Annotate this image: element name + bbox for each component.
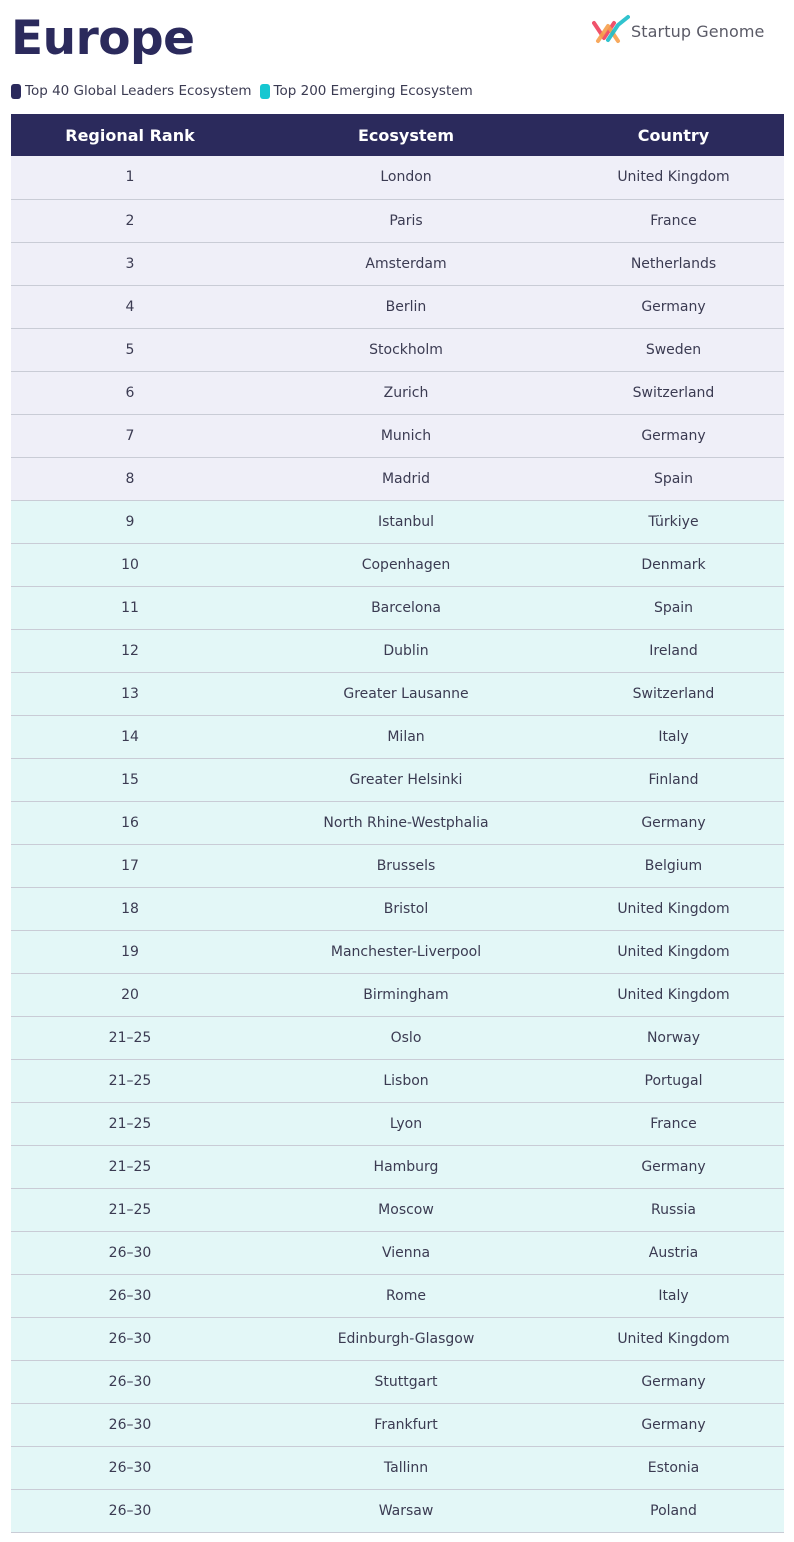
column-header-regional-rank: Regional Rank (65, 125, 195, 145)
ecosystem-cell: Bristol (249, 887, 563, 930)
table-row (11, 1145, 784, 1188)
rank-cell: 26–30 (11, 1274, 249, 1317)
ecosystem-cell: Vienna (249, 1231, 563, 1274)
rank-cell: 26–30 (11, 1317, 249, 1360)
rank-cell: 21–25 (11, 1188, 249, 1231)
rank-cell: 7 (11, 414, 249, 457)
ranking-table (11, 114, 784, 1533)
country-cell: Norway (563, 1016, 784, 1059)
startup-genome-logo (592, 14, 764, 48)
legend-label: Top 40 Global Leaders Ecosystem (25, 83, 252, 99)
ecosystem-cell: North Rhine-Westphalia (249, 801, 563, 844)
table-row (11, 457, 784, 500)
ecosystem-cell: Amsterdam (249, 242, 563, 285)
rank-cell: 18 (11, 887, 249, 930)
table-row (11, 715, 784, 758)
rank-cell: 26–30 (11, 1360, 249, 1403)
legend-label: Top 200 Emerging Ecosystem (273, 83, 473, 99)
ecosystem-cell: Moscow (249, 1188, 563, 1231)
country-cell: Italy (563, 715, 784, 758)
table-row (11, 156, 784, 199)
table-row (11, 242, 784, 285)
table-row (11, 672, 784, 715)
table-row (11, 1489, 784, 1532)
rank-cell: 11 (11, 586, 249, 629)
ecosystem-cell: Hamburg (249, 1145, 563, 1188)
country-cell: Austria (563, 1231, 784, 1274)
rank-cell: 16 (11, 801, 249, 844)
country-cell: Germany (563, 801, 784, 844)
rank-cell: 6 (11, 371, 249, 414)
table-row (11, 543, 784, 586)
rank-cell: 12 (11, 629, 249, 672)
rank-cell: 2 (11, 199, 249, 242)
ecosystem-cell: Zurich (249, 371, 563, 414)
rank-cell: 14 (11, 715, 249, 758)
ecosystem-cell: Oslo (249, 1016, 563, 1059)
country-cell: Ireland (563, 629, 784, 672)
ecosystem-cell: Warsaw (249, 1489, 563, 1532)
rank-cell: 19 (11, 930, 249, 973)
rank-cell: 3 (11, 242, 249, 285)
country-cell: Germany (563, 1360, 784, 1403)
country-cell: Netherlands (563, 242, 784, 285)
country-cell: Denmark (563, 543, 784, 586)
table-body (11, 156, 784, 1532)
rank-cell: 4 (11, 285, 249, 328)
country-cell: Germany (563, 285, 784, 328)
rank-cell: 15 (11, 758, 249, 801)
rank-cell: 26–30 (11, 1489, 249, 1532)
table-row (11, 973, 784, 1016)
country-cell: Finland (563, 758, 784, 801)
country-cell: United Kingdom (563, 1317, 784, 1360)
country-cell: Belgium (563, 844, 784, 887)
rank-cell: 21–25 (11, 1059, 249, 1102)
ecosystem-cell: Rome (249, 1274, 563, 1317)
country-cell: Switzerland (563, 371, 784, 414)
table-row (11, 930, 784, 973)
table-row (11, 844, 784, 887)
country-cell: Portugal (563, 1059, 784, 1102)
table-row (11, 1360, 784, 1403)
table-row (11, 586, 784, 629)
ecosystem-cell: Madrid (249, 457, 563, 500)
table-row (11, 414, 784, 457)
ecosystem-cell: Paris (249, 199, 563, 242)
country-cell: United Kingdom (563, 930, 784, 973)
ecosystem-cell: Stuttgart (249, 1360, 563, 1403)
page-title: Europe (11, 11, 195, 66)
ecosystem-cell: Barcelona (249, 586, 563, 629)
ecosystem-cell: Birmingham (249, 973, 563, 1016)
table-row (11, 1403, 784, 1446)
ecosystem-cell: Milan (249, 715, 563, 758)
country-cell: France (563, 1102, 784, 1145)
logo-text: Startup Genome (631, 21, 765, 41)
country-cell: Germany (563, 1403, 784, 1446)
rank-cell: 17 (11, 844, 249, 887)
country-cell: Switzerland (563, 672, 784, 715)
table-row (11, 1446, 784, 1489)
rank-cell: 10 (11, 543, 249, 586)
ecosystem-cell: Stockholm (249, 328, 563, 371)
rank-cell: 5 (11, 328, 249, 371)
rank-cell: 26–30 (11, 1403, 249, 1446)
table-row (11, 199, 784, 242)
table-row (11, 1317, 784, 1360)
country-cell: Italy (563, 1274, 784, 1317)
ecosystem-cell: Manchester-Liverpool (249, 930, 563, 973)
country-cell: United Kingdom (563, 973, 784, 1016)
country-cell: Russia (563, 1188, 784, 1231)
table-row (11, 629, 784, 672)
table-row (11, 1188, 784, 1231)
ecosystem-cell: Copenhagen (249, 543, 563, 586)
rank-cell: 20 (11, 973, 249, 1016)
ecosystem-cell: Lisbon (249, 1059, 563, 1102)
ecosystem-cell: Istanbul (249, 500, 563, 543)
country-cell: Spain (563, 586, 784, 629)
rank-cell: 8 (11, 457, 249, 500)
table-row (11, 887, 784, 930)
legend-swatch-emerging (260, 84, 270, 99)
table-row (11, 758, 784, 801)
rank-cell: 1 (11, 156, 249, 199)
table-row (11, 1274, 784, 1317)
ecosystem-cell: Berlin (249, 285, 563, 328)
ecosystem-cell: Brussels (249, 844, 563, 887)
country-cell: France (563, 199, 784, 242)
rank-cell: 9 (11, 500, 249, 543)
table-row (11, 1231, 784, 1274)
ecosystem-cell: Greater Helsinki (249, 758, 563, 801)
ecosystem-cell: London (249, 156, 563, 199)
ecosystem-cell: Greater Lausanne (249, 672, 563, 715)
column-header-country: Country (637, 125, 710, 145)
table-row (11, 328, 784, 371)
table-row (11, 500, 784, 543)
rank-cell: 21–25 (11, 1102, 249, 1145)
ecosystem-cell: Tallinn (249, 1446, 563, 1489)
column-header-ecosystem: Ecosystem (357, 125, 455, 145)
startup-genome-logo-icon (592, 14, 630, 48)
ecosystem-cell: Frankfurt (249, 1403, 563, 1446)
rank-cell: 21–25 (11, 1145, 249, 1188)
table-row (11, 1059, 784, 1102)
table-row (11, 1016, 784, 1059)
table-row (11, 371, 784, 414)
legend-swatch-global-leaders (11, 84, 21, 99)
table-row (11, 801, 784, 844)
rank-cell: 13 (11, 672, 249, 715)
table-row (11, 285, 784, 328)
rank-cell: 26–30 (11, 1446, 249, 1489)
ecosystem-cell: Edinburgh-Glasgow (249, 1317, 563, 1360)
country-cell: Germany (563, 414, 784, 457)
ecosystem-cell: Munich (249, 414, 563, 457)
country-cell: Estonia (563, 1446, 784, 1489)
country-cell: Türkiye (563, 500, 784, 543)
ecosystem-cell: Dublin (249, 629, 563, 672)
legend (11, 81, 481, 101)
ecosystem-cell: Lyon (249, 1102, 563, 1145)
table-row (11, 1102, 784, 1145)
legend-item-emerging (260, 83, 473, 99)
country-cell: Spain (563, 457, 784, 500)
rank-cell: 21–25 (11, 1016, 249, 1059)
country-cell: Sweden (563, 328, 784, 371)
rank-cell: 26–30 (11, 1231, 249, 1274)
country-cell: Germany (563, 1145, 784, 1188)
country-cell: United Kingdom (563, 156, 784, 199)
country-cell: United Kingdom (563, 887, 784, 930)
country-cell: Poland (563, 1489, 784, 1532)
table-header-row (11, 114, 784, 156)
legend-item-global-leaders (11, 83, 252, 99)
